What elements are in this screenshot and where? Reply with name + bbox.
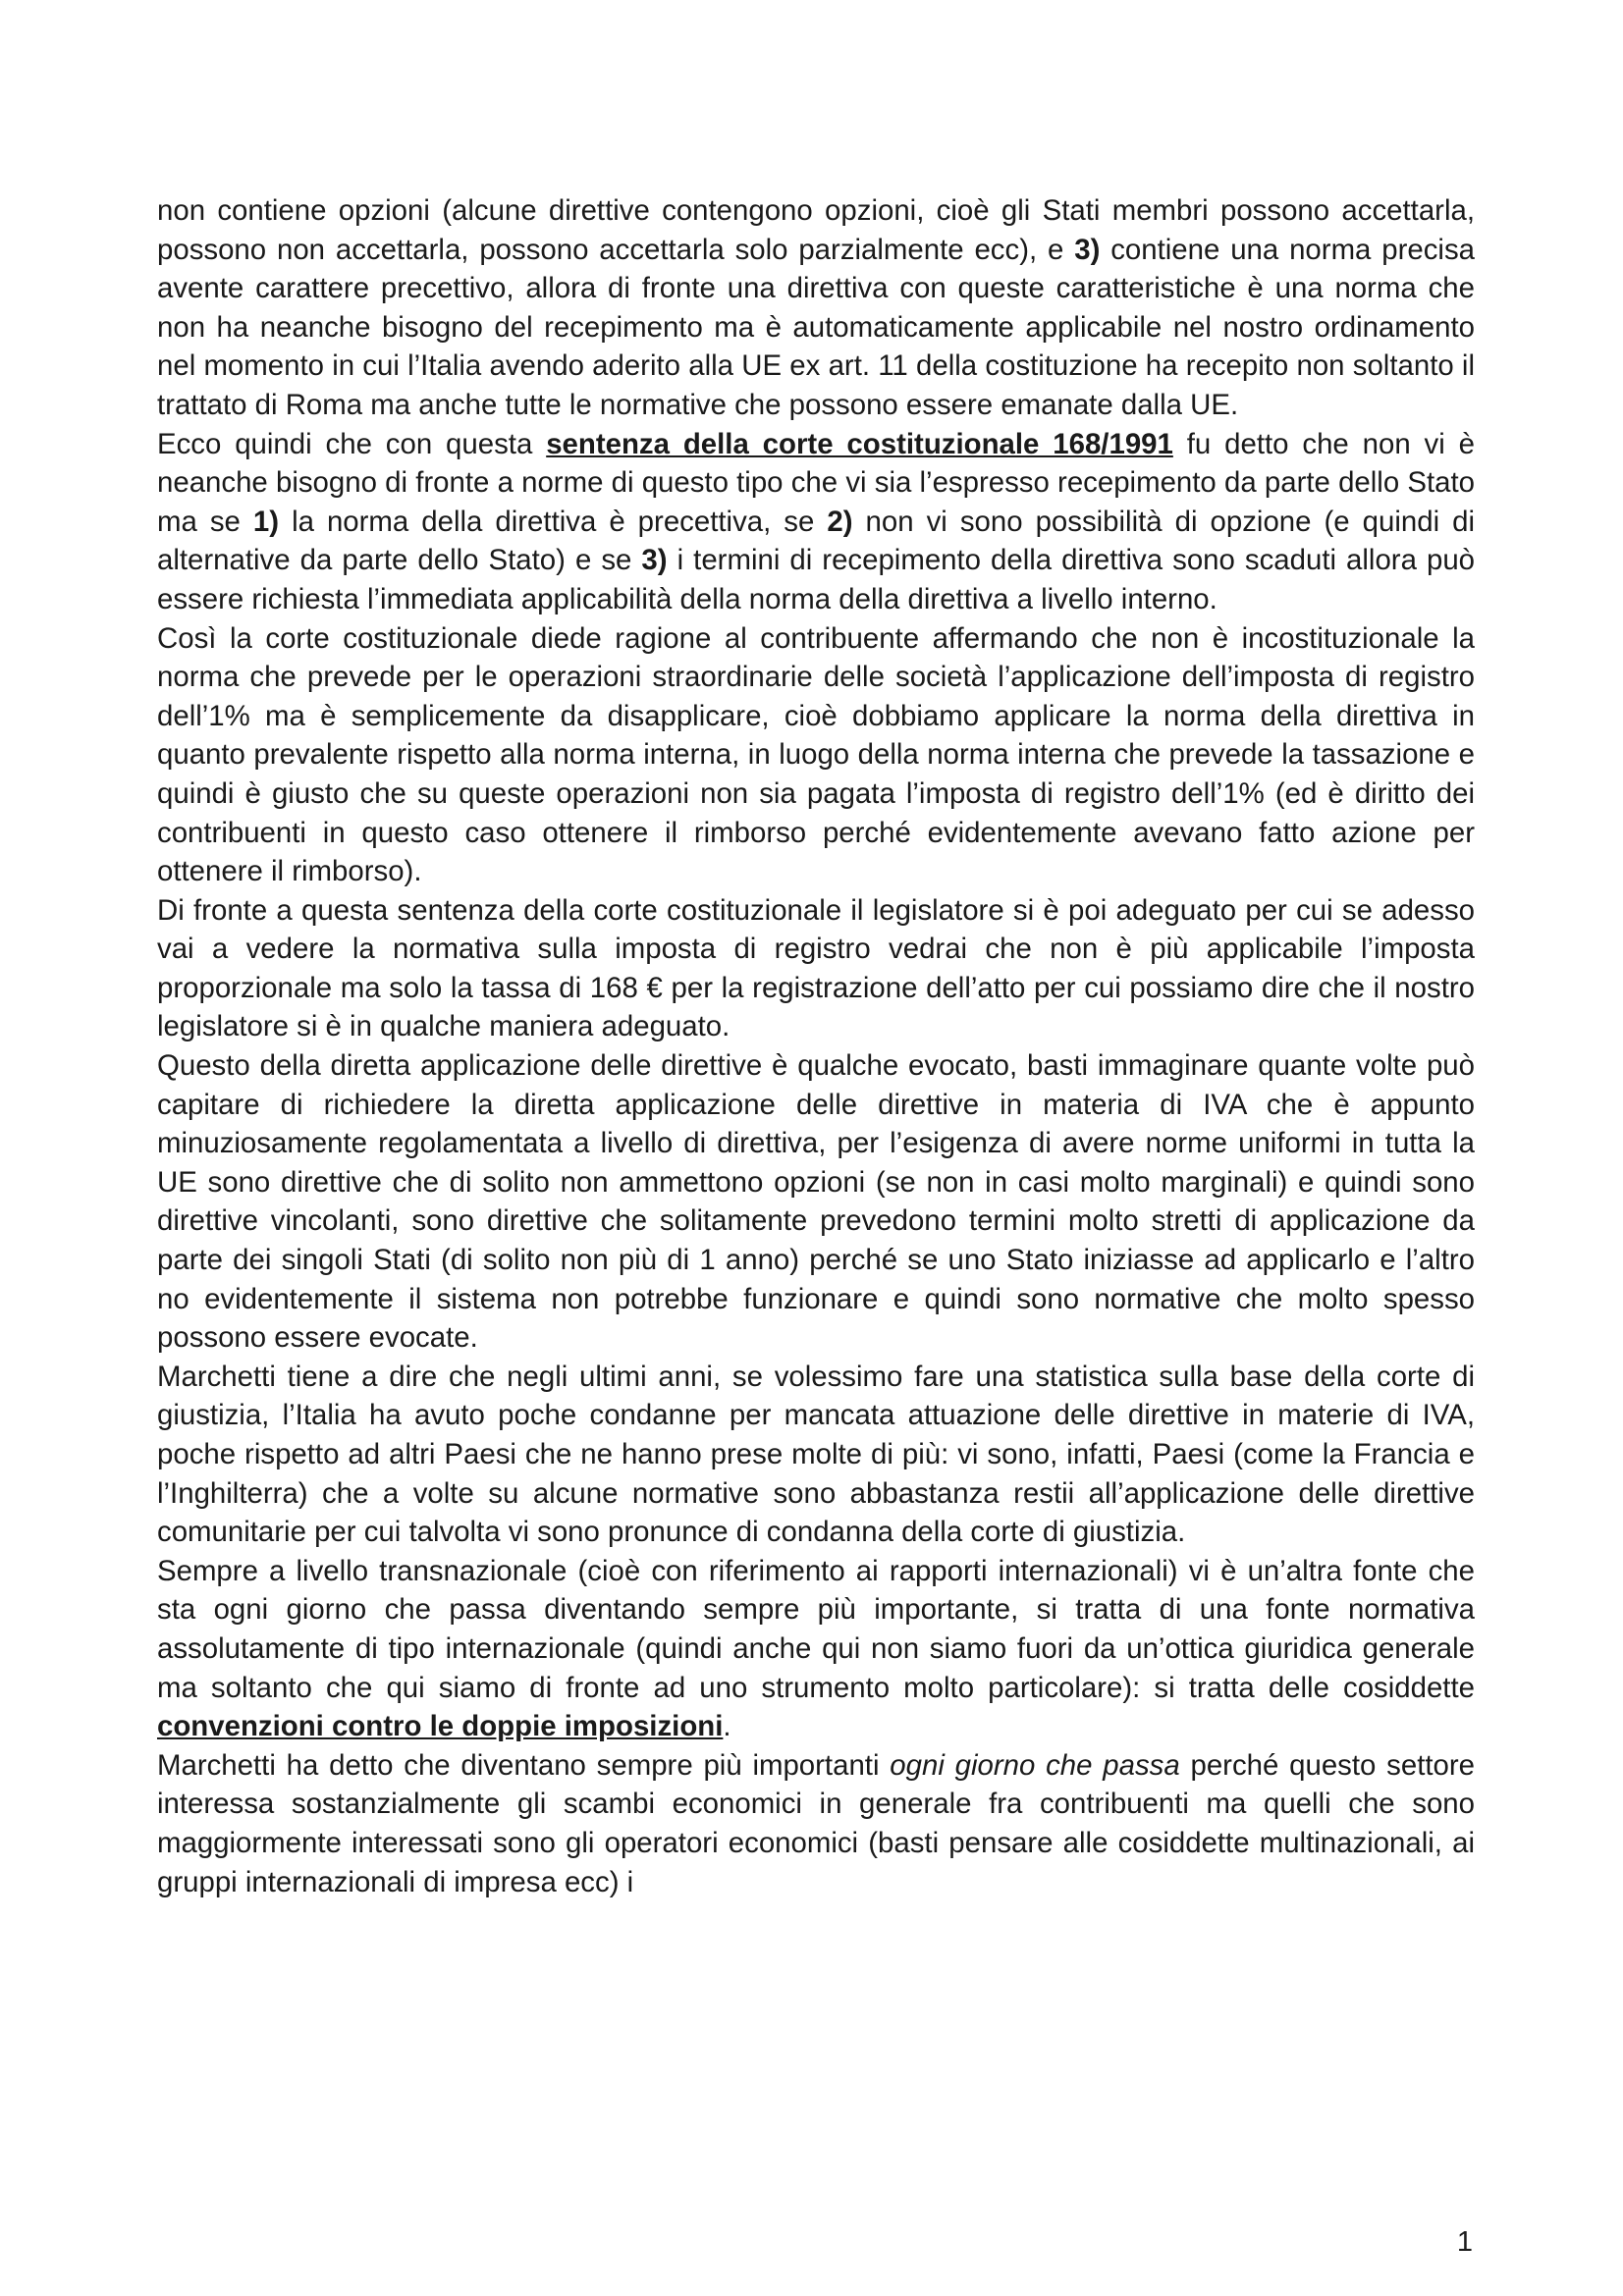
- text-run: la norma della direttiva è precettiva, se: [279, 505, 828, 538]
- inline-emphasis: 2): [827, 505, 853, 538]
- inline-emphasis: 3): [641, 544, 668, 577]
- text-run: Di fronte a questa sentenza della corte costituzionale il legislatore si è poi adeguato per cui se adesso vai a vedere la normativa sulla imposta di registro vedrai che non è più applicabile l’imposta proporzionale ma solo la tassa di 168 € per la registrazione dell’atto per cui possiamo dire che il nostro legislatore si è in qualche maniera adeguato.: [157, 893, 1475, 1043]
- inline-emphasis: 3): [1074, 233, 1101, 266]
- text-run: non contiene opzioni (alcune direttive contengono opzioni, cioè gli Stati membri possono accettarla, possono non accettarla, possono accettarla solo parzialmente ecc), e: [157, 194, 1475, 266]
- text-run: Ecco quindi che con questa: [157, 427, 547, 460]
- paragraph: [157, 1552, 1475, 1746]
- text-run: i termini di recepimento della direttiva sono scaduti allora può essere richiesta l’immediata applicabilità della norma della direttiva a livello interno.: [157, 544, 1476, 615]
- paragraph: [157, 425, 1475, 619]
- paragraph: [157, 1358, 1475, 1552]
- text-run: Questo della diretta applicazione delle direttive è qualche evocato, basti immaginare quante volte può capitare di richiedere la diretta applicazione delle direttive in materia di IVA che è appunto minuziosamente regolamentata a livello di direttiva, per l’esigenza di avere norme uniformi in tutta la UE sono direttive che di solito non ammettono opzioni (se non in casi molto marginali) e quindi sono direttive vincolanti, sono direttive che solitamente prevedono termini molto stretti di applicazione da parte dei singoli Stati (di solito non più di 1 anno) perché se uno Stato iniziasse ad applicarlo e l’altro no evidentemente il sistema non potrebbe funzionare e quindi sono normative che molto spesso possono essere evocate.: [157, 1049, 1475, 1355]
- paragraph: [157, 619, 1475, 891]
- text-run: contiene una norma precisa avente carattere precettivo, allora di fronte una direttiva con queste caratteristiche è una norma che non ha neanche bisogno del recepimento ma è automaticamente applicabile nel nostro ordinamento nel momento in cui l’Italia avendo aderito alla UE ex art. 11 della costituzione ha recepito non soltanto il trattato di Roma ma anche tutte le normative che possono essere emanate dalla UE.: [157, 233, 1475, 421]
- paragraph: [157, 891, 1475, 1046]
- text-run: non vi sono possibilità di opzione (e quindi di alternative da parte dello Stato) e se: [157, 505, 1475, 577]
- inline-emphasis: 1): [252, 505, 280, 538]
- text-run: fu detto che non vi è neanche bisogno di fronte a norme di questo tipo che vi sia l’espresso recepimento da parte dello Stato ma se: [157, 427, 1475, 538]
- emphasized-term: convenzioni contro le doppie imposizioni: [157, 1710, 724, 1743]
- paragraph: [157, 191, 1475, 425]
- body-text: [157, 191, 1475, 1901]
- emphasized-term: sentenza della corte costituzionale 168/1991: [546, 427, 1173, 460]
- paragraph: [157, 1046, 1475, 1358]
- page-number: 1: [1456, 2226, 1473, 2258]
- paragraph: [157, 1746, 1475, 1901]
- inline-emphasis: ogni giorno che passa: [890, 1748, 1180, 1782]
- text-run: .: [723, 1710, 731, 1743]
- text-run: Sempre a livello transnazionale (cioè con riferimento ai rapporti internazionali) vi è un’altra fonte che sta ogni giorno che passa diventando sempre più importante, si tratta di una fonte normativa assolutamente di tipo internazionale (quindi anche qui non siamo fuori da un’ottica giuridica generale ma soltanto che qui siamo di fronte ad uno strumento molto particolare): si tratta delle cosiddette: [157, 1554, 1475, 1704]
- text-run: Marchetti tiene a dire che negli ultimi anni, se volessimo fare una statistica sulla base della corte di giustizia, l’Italia ha avuto poche condanne per mancata attuazione delle direttive in materie di IVA, poche rispetto ad altri Paesi che ne hanno prese molte di più: vi sono, infatti, Paesi (come la Francia e l’Inghilterra) che a volte su alcune normative sono abbastanza restii all’applicazione delle direttive comunitarie per cui talvolta vi sono pronunce di condanna della corte di giustizia.: [157, 1360, 1475, 1549]
- text-run: Marchetti ha detto che diventano sempre più importanti: [157, 1748, 891, 1782]
- text-run: Così la corte costituzionale diede ragione al contribuente affermando che non è incostituzionale la norma che prevede per le operazioni straordinarie delle società l’applicazione dell’imposta di registro dell’1% ma è semplicemente da disapplicare, cioè dobbiamo applicare la norma della direttiva in quanto prevalente rispetto alla norma interna, in luogo della norma interna che prevede la tassazione e quindi è giusto che su queste operazioni non sia pagata l’imposta di registro dell’1% (ed è diritto dei contribuenti in questo caso ottenere il rimborso perché evidentemente avevano fatto azione per ottenere il rimborso).: [157, 621, 1475, 888]
- text-run: perché questo settore interessa sostanzialmente gli scambi economici in generale fra contribuenti ma quelli che sono maggiormente interessati sono gli operatori economici (basti pensare alle cosiddette multinazionali, ai gruppi internazionali di impresa ecc) i: [157, 1748, 1475, 1898]
